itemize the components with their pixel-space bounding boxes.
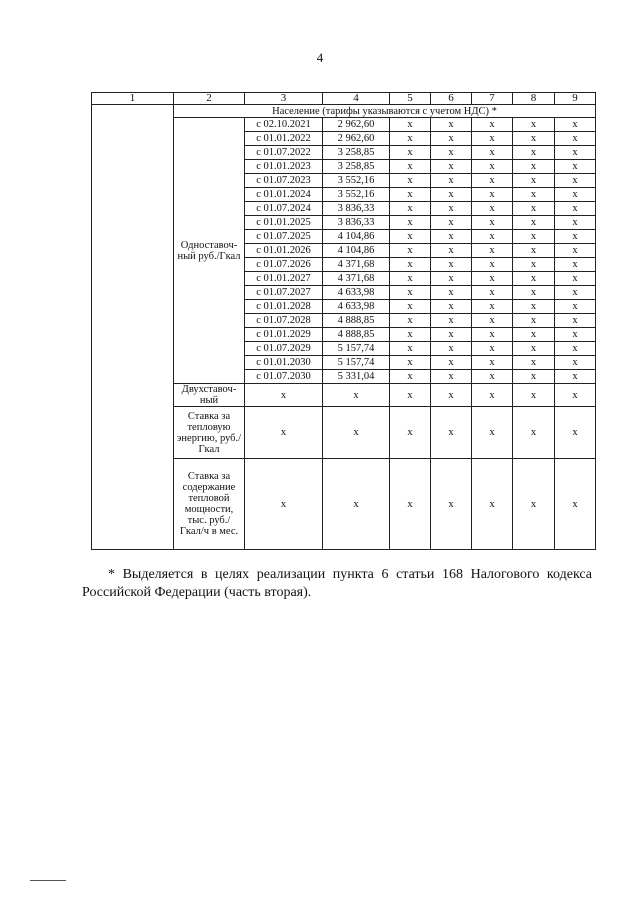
period-cell: с 01.01.2029 [245,328,323,342]
x-cell: х [431,244,472,258]
period-cell: с 01.07.2029 [245,342,323,356]
x-cell: х [513,244,555,258]
tariff-value-cell: 5 157,74 [323,356,390,370]
x-cell: х [431,132,472,146]
x-cell: х [472,118,513,132]
x-cell: х [472,286,513,300]
period-cell: с 01.07.2025 [245,230,323,244]
x-cell: х [513,160,555,174]
period-cell: с 01.01.2024 [245,188,323,202]
x-cell: х [513,370,555,384]
x-cell: х [431,230,472,244]
x-cell: х [472,202,513,216]
x-cell: х [431,342,472,356]
x-cell: х [513,384,555,407]
tariff-table-body [92,93,596,550]
period-cell: с 01.07.2028 [245,314,323,328]
x-cell: х [431,216,472,230]
x-cell: х [390,342,431,356]
tariff-value-cell: 4 633,98 [323,286,390,300]
column-number-cell: 5 [390,93,431,105]
column-number-cell: 9 [555,93,596,105]
tariff-table [91,92,596,550]
x-cell: х [555,230,596,244]
x-cell: х [555,300,596,314]
column-number-cell: 1 [92,93,174,105]
column-number-cell: 2 [174,93,245,105]
x-cell: х [555,132,596,146]
x-cell: х [555,272,596,286]
x-cell: х [390,272,431,286]
x-cell: х [472,216,513,230]
two-rate-label: Двухставоч-ный [174,384,245,407]
x-cell: х [472,244,513,258]
x-cell: х [390,407,431,459]
x-cell: х [555,202,596,216]
x-cell: х [390,202,431,216]
tariff-value-cell: 2 962,60 [323,132,390,146]
x-cell: х [390,356,431,370]
x-cell: х [390,230,431,244]
x-cell: х [513,407,555,459]
x-cell: х [390,132,431,146]
period-cell: с 01.01.2026 [245,244,323,258]
x-cell: х [555,174,596,188]
x-cell: х [472,459,513,550]
x-cell: х [513,202,555,216]
x-cell: х [323,407,390,459]
x-cell: х [431,160,472,174]
x-cell: х [245,459,323,550]
x-cell: х [431,188,472,202]
tariff-value-cell: 3 836,33 [323,216,390,230]
x-cell: х [555,328,596,342]
x-cell: х [431,286,472,300]
x-cell: х [472,132,513,146]
x-cell: х [431,118,472,132]
x-cell: х [472,188,513,202]
x-cell: х [431,300,472,314]
x-cell: х [390,146,431,160]
x-cell: х [513,216,555,230]
x-cell: х [390,300,431,314]
x-cell: х [431,328,472,342]
x-cell: х [555,216,596,230]
tariff-value-cell: 3 552,16 [323,188,390,202]
x-cell: х [472,146,513,160]
period-cell: с 01.07.2024 [245,202,323,216]
column-number-cell: 3 [245,93,323,105]
x-cell: х [472,272,513,286]
x-cell: х [555,342,596,356]
x-cell: х [472,370,513,384]
x-cell: х [472,328,513,342]
column-number-cell: 6 [431,93,472,105]
one-rate-label: Одноставоч-ный руб./Гкал [177,239,241,262]
x-cell: х [513,118,555,132]
period-cell: с 01.01.2028 [245,300,323,314]
x-cell: х [472,300,513,314]
x-cell: х [555,459,596,550]
period-cell: с 01.01.2027 [245,272,323,286]
column-number-cell: 7 [472,93,513,105]
period-cell: с 02.10.2021 [245,118,323,132]
x-cell: х [555,244,596,258]
tariff-value-cell: 4 888,85 [323,328,390,342]
x-cell: х [431,459,472,550]
period-cell: с 01.01.2022 [245,132,323,146]
x-cell: х [431,370,472,384]
x-cell: х [513,286,555,300]
tariff-value-cell: 4 888,85 [323,314,390,328]
x-cell: х [390,118,431,132]
period-cell: с 01.07.2023 [245,174,323,188]
tariff-value-cell: 3 258,85 [323,160,390,174]
x-cell: х [245,407,323,459]
x-cell: х [513,146,555,160]
x-cell: х [513,314,555,328]
x-cell: х [390,244,431,258]
column-number-cell: 4 [323,93,390,105]
tariff-value-cell: 5 157,74 [323,342,390,356]
x-cell: х [431,174,472,188]
x-cell: х [472,230,513,244]
x-cell: х [555,146,596,160]
x-cell: х [555,286,596,300]
tariff-value-cell: 5 331,04 [323,370,390,384]
period-cell: с 01.01.2025 [245,216,323,230]
x-cell: х [513,132,555,146]
x-cell: х [555,118,596,132]
x-cell: х [390,328,431,342]
x-cell: х [513,272,555,286]
x-cell: х [431,202,472,216]
x-cell: х [390,160,431,174]
x-cell: х [513,174,555,188]
x-cell: х [472,356,513,370]
x-cell: х [555,370,596,384]
x-cell: х [555,407,596,459]
x-cell: х [555,314,596,328]
x-cell: х [472,407,513,459]
x-cell: х [513,300,555,314]
x-cell: х [472,258,513,272]
x-cell: х [513,230,555,244]
x-cell: х [390,384,431,407]
tariff-value-cell: 3 836,33 [323,202,390,216]
x-cell: х [390,216,431,230]
x-cell: х [431,407,472,459]
period-cell: с 01.01.2030 [245,356,323,370]
period-cell: с 01.07.2027 [245,286,323,300]
column-number-row [92,93,596,105]
tariff-value-cell: 4 633,98 [323,300,390,314]
x-cell: х [472,384,513,407]
x-cell: х [472,174,513,188]
period-cell: с 01.07.2026 [245,258,323,272]
tariff-value-cell: 4 371,68 [323,258,390,272]
x-cell: х [431,258,472,272]
x-cell: х [431,356,472,370]
x-cell: х [390,314,431,328]
heat-rate-label: Ставка за тепловую энергию, руб./Гкал [174,407,245,459]
period-cell: с 01.01.2023 [245,160,323,174]
x-cell: х [555,188,596,202]
x-cell: х [431,272,472,286]
page-number: 4 [316,50,324,65]
empty-first-column-cell [92,105,174,550]
one-rate-label-cell [174,118,245,384]
footnote: * Выделяется в целях реализации пункта 6 статьи 168 Налогового кодекса Российской Федерации (часть вторая). [82,567,592,600]
period-cell: с 01.07.2022 [245,146,323,160]
capacity-rate-label: Ставка за содержание тепловой мощности, тыс. руб./Гкал/ч в мес. [174,459,245,550]
period-cell: с 01.07.2030 [245,370,323,384]
x-cell: х [513,459,555,550]
x-cell: х [390,174,431,188]
x-cell: х [472,160,513,174]
tariff-value-cell: 2 962,60 [323,118,390,132]
x-cell: х [323,459,390,550]
x-cell: х [472,342,513,356]
x-cell: х [513,328,555,342]
tariff-value-cell: 3 552,16 [323,174,390,188]
x-cell: х [390,459,431,550]
population-header-row [92,105,596,118]
x-cell: х [513,258,555,272]
x-cell: х [431,314,472,328]
x-cell: х [431,146,472,160]
x-cell: х [390,370,431,384]
x-cell: х [513,356,555,370]
column-number-cell: 8 [513,93,555,105]
x-cell: х [555,160,596,174]
x-cell: х [555,356,596,370]
x-cell: х [245,384,323,407]
x-cell: х [323,384,390,407]
x-cell: х [390,188,431,202]
x-cell: х [513,188,555,202]
x-cell: х [431,384,472,407]
tariff-value-cell: 4 371,68 [323,272,390,286]
tariff-value-cell: 3 258,85 [323,146,390,160]
x-cell: х [472,314,513,328]
x-cell: х [390,286,431,300]
tariff-value-cell: 4 104,86 [323,230,390,244]
x-cell: х [555,258,596,272]
x-cell: х [513,342,555,356]
tariff-value-cell: 4 104,86 [323,244,390,258]
x-cell: х [390,258,431,272]
x-cell: х [555,384,596,407]
population-header: Население (тарифы указываются с учетом НДС) * [174,105,596,118]
scan-mark [30,880,66,881]
